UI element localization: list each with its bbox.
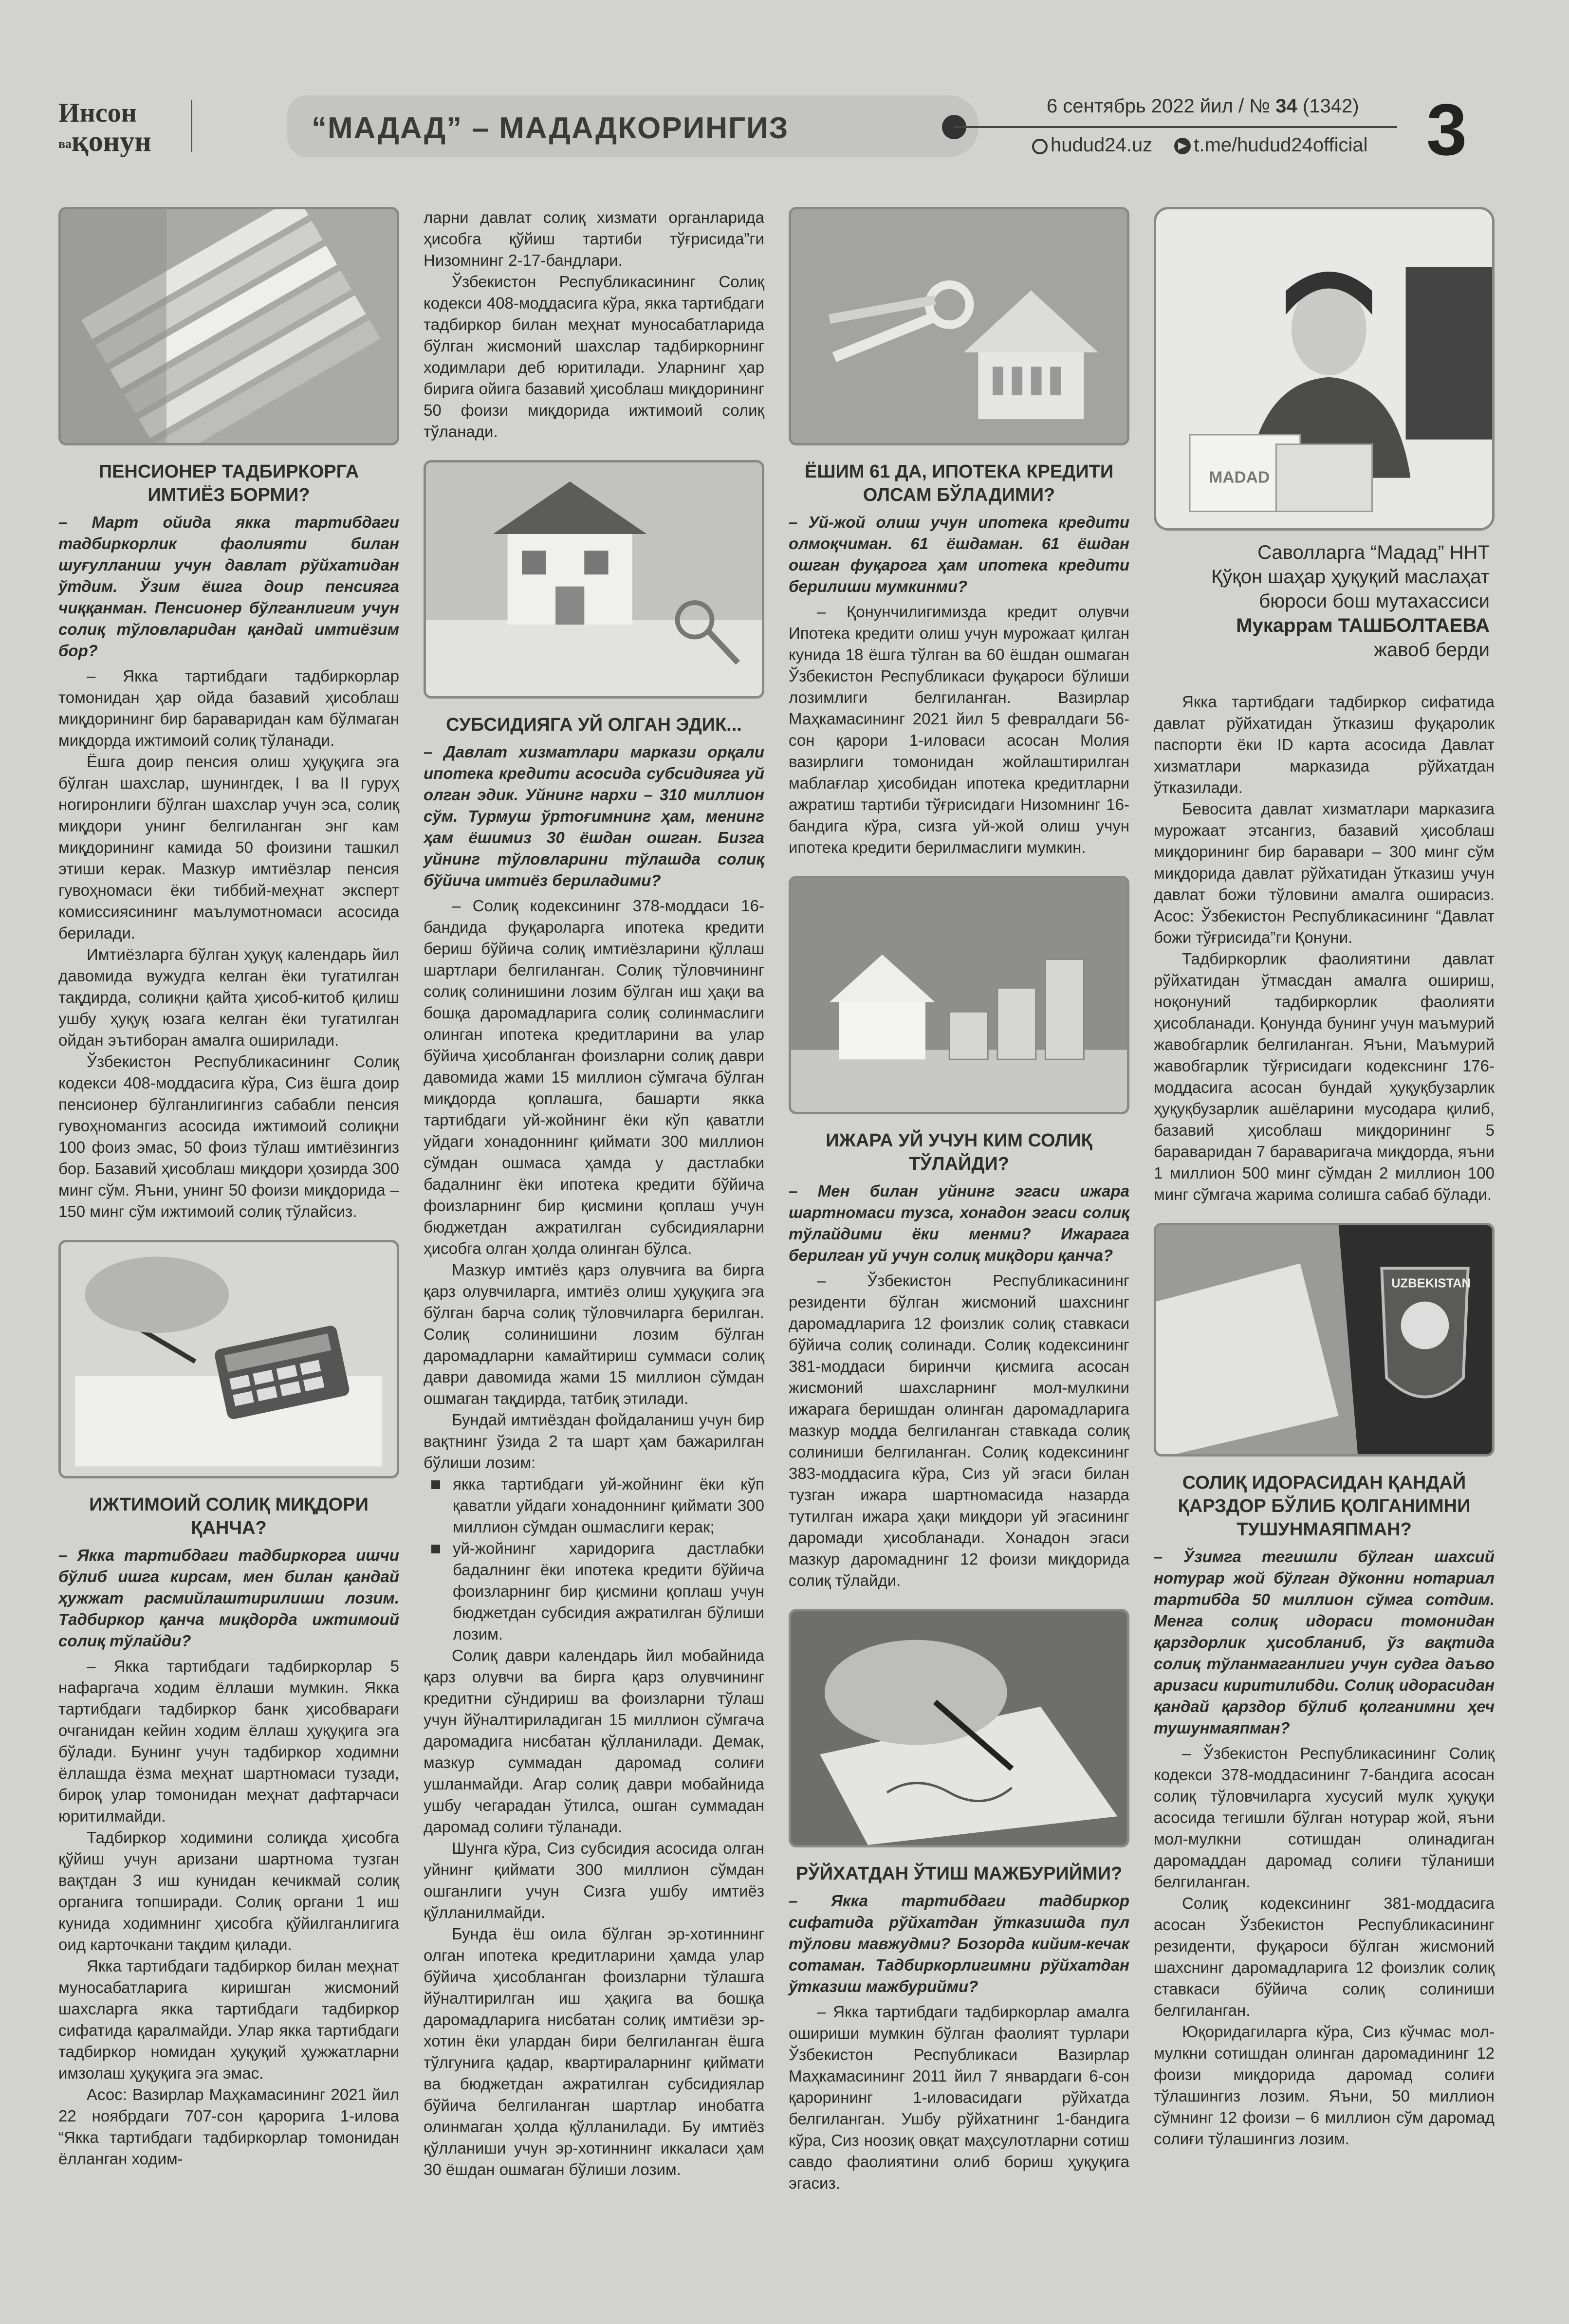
photo-documents — [58, 207, 399, 445]
article-title: РЎЙХАТДАН ЎТИШ МАЖБУРИЙМИ? — [795, 1863, 1123, 1884]
article-paragraph: – Қонунчилигимизда кредит олувчи Ипотека кредити олиш учун мурожаат қилган кунида 18 ёшга тўлган ва 60 ёшдан ошмаган Ўзбекистон Республикаси фуқароси бўлиши лозимлиги белгиланган. Вазирлар Маҳкамасининг 2021 йил 5 февралдаги 56-сон қарори 1-иловаси асосан Молия вазирлиги томонидан жойлаштирилган маблағлар ҳисобидан ипотека кредитларни ажратиш тартиби тўғрисидаги Низомнинг 16-бандига кўра, сизга уй-жой олиш учун ипотека кредити берилмаслиги мумкин. — [789, 603, 1129, 856]
article-paragraph: – Солиқ кодексининг 378-моддаси 16-бандида фуқароларга ипотека кредити бериш бўйича солиқ имтиёзларини қўллаш шартлари белгиланган. Солиқ тўловчининг солиқ солинишини лозим бўлган иш ҳақи ва бошқа даромадларига солиқ солинмаслиги олинган ипотека кредитларини ва улар бўйича ҳисобланган фоизларни солиқ даври давомида жами 15 миллион сўмгача бўлган миқдорда қоплашга, башарти якка тартибдаги уй-жойнинг ёки кўп қаватли уйдаги хонадоннинг қиймати 300 миллион сўмдан ошмаса ҳамда у дастлабки бадалнинг ёки ипотека кредити бўйича фоизларнинг бир қисмини қоплаш учун бюджетдан ажратилган субсидияларни ҳисобга олган ҳолда олинган бўлса. — [424, 897, 764, 1257]
photo-calculator — [58, 1240, 399, 1478]
article-paragraph: Бундай имтиёздан фойдаланиш учун бир вақтнинг ўзида 2 та шарт ҳам бажарилган бўлиши лозим: — [424, 1411, 764, 1472]
article-paragraph: Имтиёзларга бўлган ҳуқуқ календарь йил давомида вужудга келган ёки тугатилган тақдирда, солиқни қайта ҳисоб-китоб қилиш ушбу ҳуқуқ юзага келган ёки тугатилган ойдан эътиборан амалга оширилади. — [58, 945, 399, 1049]
house-model-illustration — [426, 462, 762, 696]
column-3 — [789, 207, 1129, 2194]
issue-date: 6 сентябрь 2022 йил / № — [1047, 95, 1271, 117]
photo-keys — [789, 207, 1129, 445]
newspaper-logo — [58, 97, 195, 156]
article-paragraph: Тадбиркор ходимини солиқда ҳисобга қўйиш учун аризани шартнома тузган вақтдан 3 иш кунидан кечикмай солиқ органига топширади. Солиқ органи 1 иш кунида ходимнинг ҳисобга қўйилганлигига оид карточкани тақдим қилади. — [58, 1828, 399, 1954]
conditions-list — [424, 1474, 764, 1645]
telegram-icon — [1174, 138, 1191, 154]
article-question: – Ўзимга тегишли бўлган шахсий нотурар жой бўлган дўконни нотариал тартибда 50 миллион сўмга сотдим. Менга солиқ идораси томонидан қарздорлик ҳисобланиб, ўз вақтида солиқ тўланмаганлиги учун судга даъво аризаси киритилибди. Солиқ идорасидан қандай қарздор бўлиб қолганимни ҳеч тушунмаяпман? — [1154, 1548, 1495, 1737]
photo-coins — [789, 876, 1129, 1114]
header-rule — [954, 126, 1397, 128]
documents-illustration — [61, 209, 397, 443]
list-item: якка тартибдаги уй-жойнинг ёки кўп қаватли уйдаги хонадоннинг қиймати 300 миллион сўмдан ошмаслиги керак; — [453, 1474, 764, 1538]
article-paragraph: – Ўзбекистон Республикасининг Солиқ кодекси 378-моддасининг 7-бандига асосан солиқ тўловчиларга хусусий мулк ҳуқуқи асосида тегишли бўлган нотурар жой, яъни мол-мулкни сотишдан олинадиган даромаддан даромад солиғи тўланиши белгиланган. — [1154, 1744, 1495, 1891]
column-1 — [58, 207, 399, 2170]
box-label: MADAD — [1209, 468, 1270, 487]
telegram-link[interactable]: t.me/hudud24official — [1194, 134, 1368, 156]
article-title: СОЛИҚ ИДОРАСИДАН ҚАНДАЙ ҚАРЗДОР БЎЛИБ ҚОЛГАНИМНИ ТУШУНМАЯПМАН? — [1178, 1473, 1471, 1540]
caption-line: бюроси бош мутахассиси — [1259, 590, 1490, 612]
article-title: ИЖАРА УЙ УЧУН КИМ СОЛИҚ ТЎЛАЙДИ? — [826, 1130, 1092, 1174]
badge-text: UZBEKISTAN — [1391, 1276, 1471, 1291]
rubric-title: “МАДАД” – МАДАДКОРИНГИЗ — [312, 111, 789, 145]
article-paragraph: – Якка тартибдаги тадбиркорлар амалга ошириши мумкин бўлган фаолият турлари Ўзбекистон Республикаси Вазирлар Маҳкамасининг 2011 йил 7 январдаги 6-сон қарорининг 1-иловасидаги рўйхатда белгиланган. Ушбу рўйхатнинг 1-бандига кўра, Сиз ноозиқ овқат маҳсулотларни сотиш савдо фаолиятини олиб бориш ҳуқуқига эгасиз. — [789, 2003, 1129, 2192]
signing-illustration — [791, 1611, 1127, 1845]
expert-name: Мукаррам ТАШБОЛТАЕВА — [1236, 615, 1490, 636]
article-paragraph: Якка тартибдаги тадбиркор сифатида давлат рўйхатидан ўтказиш фуқаролик паспорти ёки ID карта асосида Давлат хизматлари марказида рўйхатдан ўтказилади. — [1154, 693, 1495, 796]
article-paragraph: Ёшга доир пенсия олиш ҳуқуқига эга бўлган шахслар, шунингдек, I ва II гуруҳ ногиронлиги бўлган шахслар учун эса, солиқ миқдори унинг белгиланган энг кам миқдорининг камида 50 фоизини ташкил этиши керак. Мазкур имтиёзлар пенсия гувоҳномаси ёки тиббий-меҳнат эксперт комиссиясининг маълумотномаси асосида берилади. — [58, 753, 399, 942]
article-paragraph: Солиқ кодексининг 381-моддасига асосан Ўзбекистон Республикасининг резиденти, фуқароси бўлган жисмоний шахснинг даромадларига 12 фоизлик солиқ ставкаси бўйича солиқ солиниши белгиланган. — [1154, 1894, 1495, 2019]
logo-divider — [191, 100, 192, 152]
caption-line: жавоб берди — [1374, 639, 1490, 661]
article-question: – Давлат хизматлари маркази орқали ипотека кредити асосида субсидияга уй олган эдик. Уйнинг нархи – 310 миллион сўм. Турмуш ўртоғимнинг ҳам, менинг ҳам ёшимиз 30 ёшдан ошган. Бизга уйнинг тўловларини тўлашда солиқ бўйича имтиёз бериладими? — [424, 743, 764, 889]
photo-tax-officer — [1154, 1223, 1495, 1457]
article-paragraph: Ўзбекистон Республикасининг Солиқ кодекси 408-моддасига кўра, Сиз ёшга доир пенсионер бўлганлигингиз сабабли пенсия гувоҳномангиз асосида ижтимоий солиқни 100 фоиз эмас, 50 фоиз тўлаш имтиёзингиз бор. Базавий ҳисоблаш миқдори ҳозирда 300 минг сўм. Яъни, унинг 50 фоизи миқдорида – 150 минг сўм ижтимоий солиқ тўлайсиз. — [58, 1052, 399, 1220]
article-title: ИЖТИМОИЙ СОЛИҚ МИҚДОРИ ҚАНЧА? — [89, 1494, 369, 1538]
article-paragraph: Асос: Вазирлар Маҳкамасининг 2021 йил 22 ноябрдаги 707-сон қарорига 1-илова “Якка тартибдаги тадбиркорлар томонидан ёлланган ходим- — [58, 2085, 399, 2168]
photo-expert — [1154, 207, 1495, 531]
logo-top: Инсон — [58, 98, 137, 128]
issue-number: 34 — [1275, 95, 1297, 117]
article-paragraph: Солиқ даври календарь йил мобайнида қарз олувчи ва бирга қарз олувчининг кредитни сўндириш ва фоизларни тўлаш учун йўналтириладиган 15 миллион сўмгача даромадига нисбатан қўлланилади. Демак, мазкур суммадан даромад солиғи ушланмайди. Агар солиқ даври мобайнида ушбу чегарадан ўтилса, ошган суммадан даромад солиғи тўланади. — [424, 1646, 764, 1836]
photo-signing — [789, 1609, 1129, 1847]
issue-total: (1342) — [1302, 95, 1359, 117]
article-paragraph: – Якка тартибдаги тадбиркорлар томонидан ҳар ойда базавий ҳисоблаш миқдорининг бир бараваридан кам бўлмаган миқдорда ижтимоий солиқ тўланади. — [58, 667, 399, 749]
article-paragraph: Якка тартибдаги тадбиркор билан меҳнат муносабатларига киришган жисмоний шахсларга якка тартибдаги тадбиркор сифатида қаралмайди. Улар якка тартибдаги тадбиркор номидан ҳуқуқий ҳужжатларни имзолаш ҳуқуқига эга эмас. — [58, 1957, 399, 2082]
photo-house-model — [424, 460, 764, 699]
keys-illustration — [791, 209, 1127, 443]
page-number: 3 — [1426, 89, 1467, 170]
article-title: СУБСИДИЯГА УЙ ОЛГАН ЭДИК... — [446, 715, 742, 735]
globe-icon — [1032, 139, 1048, 154]
article-paragraph: Ўзбекистон Республикасининг Солиқ кодекси 408-моддасига кўра, якка тартибдаги тадбиркор билан меҳнат муносабатларида бўлган жисмоний шахслар тадбиркорнинг ходимлари деб юритилади. Уларнинг ҳар бирига ойига базавий ҳисоблаш миқдорининг 50 фоизи миқдорида ижтимоий солиқ тўланади. — [424, 273, 764, 441]
article-question: – Уй-жой олиш учун ипотека кредити олмоқчиман. 61 ёшдаман. 61 ёшдан ошган фуқарога ҳам ипотека кредити берилиши мумкинми? — [789, 513, 1129, 595]
caption-line: Саволларга “Мадад” ННТ — [1257, 542, 1490, 563]
article-paragraph: ларни давлат солиқ хизмати органларида ҳисобга қўйиш тартиби тўғрисида”ги Низомнинг 2-17-бандлари. — [424, 208, 764, 269]
column-2 — [424, 207, 764, 2180]
expert-portrait — [1156, 209, 1492, 528]
list-item: уй-жойнинг харидорига дастлабки бадалнинг ёки ипотека кредити бўйича фоизларнинг бир қисмини қоплаш учун бюджетдан субсидия ажратилган бўлиши лозим. — [453, 1538, 764, 1645]
coins-illustration — [791, 878, 1127, 1112]
article-paragraph: Мазкур имтиёз қарз олувчига ва бирга қарз олувчиларга, имтиёз олиш ҳуқуқига эга бўлган барча солиқ тўловчиларга берилган. Солиқ солинишини лозим бўлган даромадларни камайтириш суммаси солиқ даври давомида жами 15 миллион сўмдан ошмаган тақдирда, татбиқ этилади. — [424, 1261, 764, 1407]
article-paragraph: Бунда ёш оила бўлган эр-хотиннинг олган ипотека кредитларини ҳамда улар бўйича ҳисобланган фоизларни тўлашга йўналтирилган иш ҳақига ва бошқа даромадларига нисбатан солиқ имтиёзи эр-хотин ёки улардан бири белгиланган ёшга тўлгунига қадар, квартираларнинг қиймати ва бюджетдан ажратилган субсидиялар бўйича белгиланган шартлар инобатга олинмаган ҳолда қўлланилади. Бу имтиёз қўлланиши учун эр-хотиннинг иккаласи ҳам 30 ёшдан ошмаган бўлиши лозим. — [424, 1925, 764, 2178]
expert-caption — [1154, 540, 1495, 662]
article-paragraph: Тадбиркорлик фаолиятини давлат рўйхатидан ўтмасдан амалга ошириш, ноқонуний тадбиркорлик фаолияти ҳисобланади. Қонунда бунинг учун маъмурий жавобгарлик белгиланган. Яъни, Маъмурий жавобгарлик тўғрисидаги кодекснинг 176-моддасига асосан бундай ҳуқуқбузарлик ҳуқуқбузарлик ашёларини мусодара қилиб, базавий ҳисоблаш миқдорининг 5 бараваридан 7 бараваригача миқдорда, яъни 1 миллион 500 минг сўмдан 2 миллион 100 минг сўмгача жарима солишга сабаб бўлади. — [1154, 950, 1495, 1203]
dateline — [1047, 95, 1359, 117]
article-paragraph: Бевосита давлат хизматлари марказига мурожаат этсангиз, базавий ҳисоблаш миқдорининг бир баравари – 300 минг сўм миқдорида давлат рўйхатидан ўтказиш учун давлат божи тўловини амалга оширасиз. Асос: Ўзбекистон Республикасининг “Давлат божи тўғрисида”ги Қонуни. — [1154, 800, 1495, 946]
article-paragraph: Шунга кўра, Сиз субсидия асосида олган уйнинг қиймати 300 миллион сўмдан ошганлиги учун Сизга ушбу имтиёз қўлланилмайди. — [424, 1839, 764, 1921]
tax-officer-illustration — [1156, 1225, 1492, 1454]
article-paragraph: – Ўзбекистон Республикасининг резиденти бўлган жисмоний шахснинг даромадларига 12 фоизлик солиқ ставкаси бўйича солиқ солинади. Солиқ кодексининг 381-моддаси биринчи қисмига асосан жисмоний шахсларнинг мол-мулкини ижарага беришдан олинган даромадларига мазкур модда белгиланган ставкада солиқ солиниши белгиланган. Солиқ кодексининг 383-моддасига кўра, Сиз уй эгаси билан тузган ижара шартномасида назарда тутилган ижара ҳақи миқдори уй эгасининг даромади ҳисобланади. Хонадон эгаси мазкур даромаднинг 12 фоизи миқдорида солиқ тўлайди. — [789, 1272, 1129, 1589]
article-paragraph: Юқоридагиларга кўра, Сиз кўчмас мол-мулкни сотишдан олинган даромадининг 12 фоизи миқдорида даромад солиғи тўлашингиз лозим. Яъни, 50 миллион сўмнинг 12 фоизи – 6 миллион сўм даромад солиғи тўлашингиз лозим. — [1154, 2023, 1495, 2148]
logo-bottom: вақонун — [58, 125, 151, 157]
article-question: – Якка тартибдаги тадбиркор сифатида рўйхатдан ўтказишда пул тўлови мавжудми? Бозорда кийим-кечак сотаман. Тадбиркорлигимни рўйхатдан ўтказиш мажбурийми? — [789, 1892, 1129, 1995]
article-question: – Мен билан уйнинг эгаси ижара шартномаси тузса, хонадон эгаси солиқ тўлайдими ёки менми? Ижарага берилган уй учун солиқ миқдори қанча? — [789, 1182, 1129, 1264]
article-title: ПЕНСИОНЕР ТАДБИРКОРГА ИМТИЁЗ БОРМИ? — [98, 461, 359, 505]
article-title: ЁШИМ 61 ДА, ИПОТЕКА КРЕДИТИ ОЛСАМ БЎЛАДИМИ? — [804, 461, 1114, 505]
site-link[interactable]: hudud24.uz — [1051, 134, 1153, 156]
article-paragraph: – Якка тартибдаги тадбиркорлар 5 нафаргача ходим ёллаши мумкин. Якка тартибдаги тадбиркор банк ҳисобварағи очганидан кейин ходим ёллаш ҳуқуқига эга бўлади. Бунинг учун тадбиркор ходимни ёллашда ёзма меҳнат шартномаси тузади, бироқ улар томонидан меҳнат дафтарчаси юритилмайди. — [58, 1657, 399, 1825]
calculator-illustration — [61, 1242, 397, 1476]
column-4 — [1154, 207, 1495, 2150]
web-links — [1032, 134, 1368, 156]
article-question: – Март ойида якка тартибдаги тадбиркорлик фаолияти билан шуғулланиш учун давлат рўйхатидан ўтдим. Ўзим ёшга доир пенсияга чиққанман. Пенсионер бўлганлигим учун солиқ тўловларидан қандай имтиёзим бор? — [58, 513, 399, 660]
caption-line: Қўқон шаҳар ҳуқуқий маслаҳат — [1211, 566, 1490, 588]
article-question: – Якка тартибдаги тадбиркорга ишчи бўлиб ишга кирсам, мен билан қандай ҳужжат расмийлаштирилиши лозим. Тадбиркор қанча миқдорда ижтимоий солиқ тўлайди? — [58, 1546, 399, 1650]
